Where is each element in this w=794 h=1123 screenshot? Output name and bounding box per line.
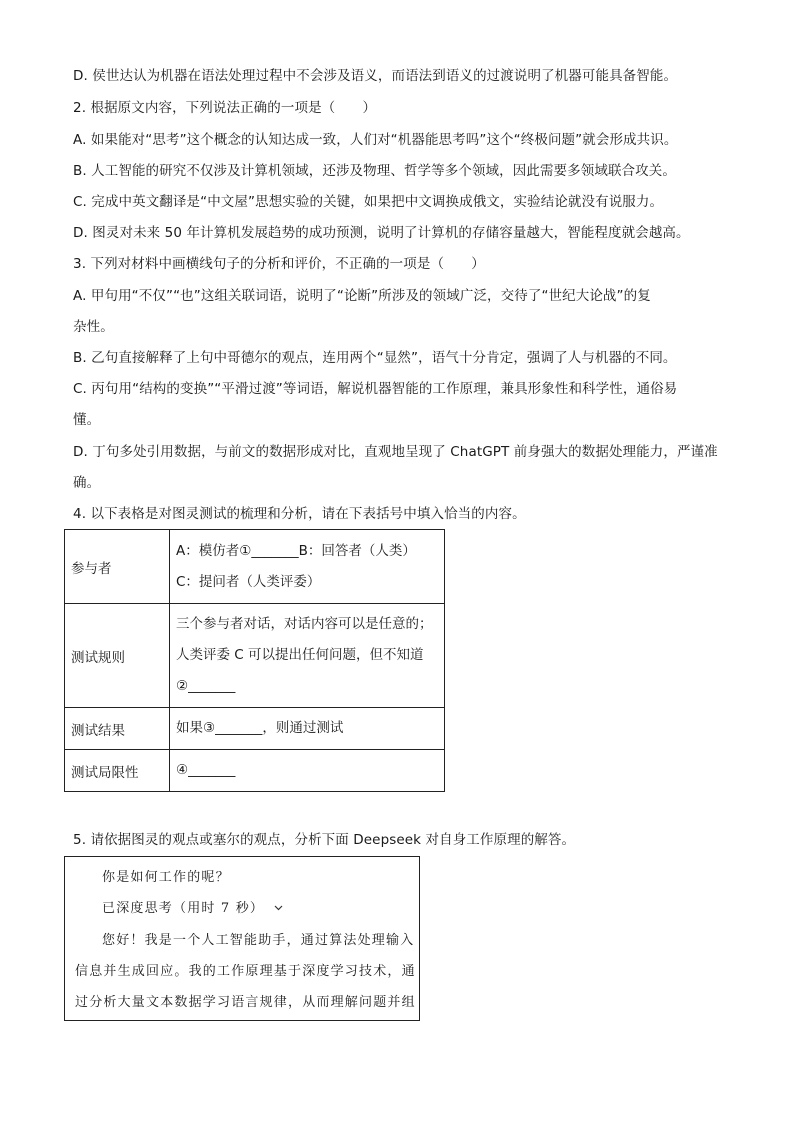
fill-blank-1[interactable]: A：模仿者①_______B：回答者（人类） [176,542,416,559]
turing-test-table [64,529,445,792]
q2-option-c: C. 完成中英文翻译是“中文屋”思想实验的关键，如果把中文调换成俄文，实验结论就没有说服力。 [73,194,664,210]
cell-text: 三个参与者对话，对话内容可以是任意的； [176,616,433,632]
cell-text: C：提问者（人类评委） [176,573,321,590]
table-row [65,708,445,750]
row-content [170,750,445,792]
q3-option-a-cont: 杂性。 [73,319,114,335]
fill-blank-4[interactable]: ④_______ [176,762,236,778]
row-content [170,530,445,604]
row-label: 测试规则 [65,604,170,708]
box-question: 你是如何工作的呢？ [102,870,230,885]
q3-option-c: C. 丙句用“结构的变换”“平滑过渡”等词语，解说机器智能的工作原理，兼具形象性和科学性，通俗易 [73,381,678,397]
box-thinking [102,899,283,919]
thinking-label: 已深度思考（用时 7 秒） [102,901,265,916]
row-content [170,708,445,750]
table-row [65,750,445,792]
q5-stem: 5. 请依据图灵的观点或塞尔的观点，分析下面 Deepseek 对自身工作原理的解答。 [73,832,576,848]
q3-option-b: B. 乙句直接解释了上句中哥德尔的观点，连用两个“显然”，语气十分肯定，强调了人与机器的不同。 [73,350,677,366]
row-content [170,604,445,708]
row-label: 测试局限性 [65,750,170,792]
q3-option-c-cont: 懂。 [73,412,101,428]
box-paragraph-line: 过分析大量文本数据学习语言规律，从而理解问题并组 [75,995,416,1010]
q2-option-a: A. 如果能对“思考”这个概念的认知达成一致，人们对“机器能思考吗”这个“终极问题”就会形成共识。 [73,132,678,148]
q3-stem: 3. 下列对材料中画横线句子的分析和评价，不正确的一项是（ ） [73,256,485,272]
fill-blank-3[interactable]: 如果③_______，则通过测试 [176,720,344,736]
fill-blank-2[interactable]: ②_______ [176,678,236,694]
cell-text: 人类评委 C 可以提出任何问题，但不知道 [176,647,424,663]
q3-option-d-cont: 确。 [73,475,101,491]
q1-option-d: D. 侯世达认为机器在语法处理过程中不会涉及语义，而语法到语义的过渡说明了机器可能具备智能。 [73,68,678,84]
q2-option-d: D. 图灵对未来 50 年计算机发展趋势的成功预测，说明了计算机的存储容量越大，智能程度就会越高。 [73,225,690,241]
row-label: 测试结果 [65,708,170,750]
table-row [65,604,445,708]
deepseek-reply-box [64,856,420,1021]
row-label: 参与者 [65,530,170,604]
box-paragraph-line: 信息并生成回应。我的工作原理基于深度学习技术，通 [75,964,416,979]
table-row [65,530,445,604]
q2-option-b: B. 人工智能的研究不仅涉及计算机领域，还涉及物理、哲学等多个领域，因此需要多领域联合攻关。 [73,163,676,179]
q2-stem: 2. 根据原文内容，下列说法正确的一项是（ ） [73,100,377,116]
box-paragraph-line: 您好！我是一个人工智能助手，通过算法处理输入 [102,933,415,948]
q3-option-a: A. 甲句用“不仅”“也”这组关联词语，说明了“论断”所涉及的领域广泛，交待了“世纪大论战”的复 [73,288,651,304]
q4-stem: 4. 以下表格是对图灵测试的梳理和分析，请在下表括号中填入恰当的内容。 [73,506,526,522]
q3-option-d: D. 丁句多处引用数据，与前文的数据形成对比，直观地呈现了 ChatGPT 前身强大的数据处理能力，严谨准 [73,444,718,460]
chevron-down-icon[interactable] [274,899,283,919]
